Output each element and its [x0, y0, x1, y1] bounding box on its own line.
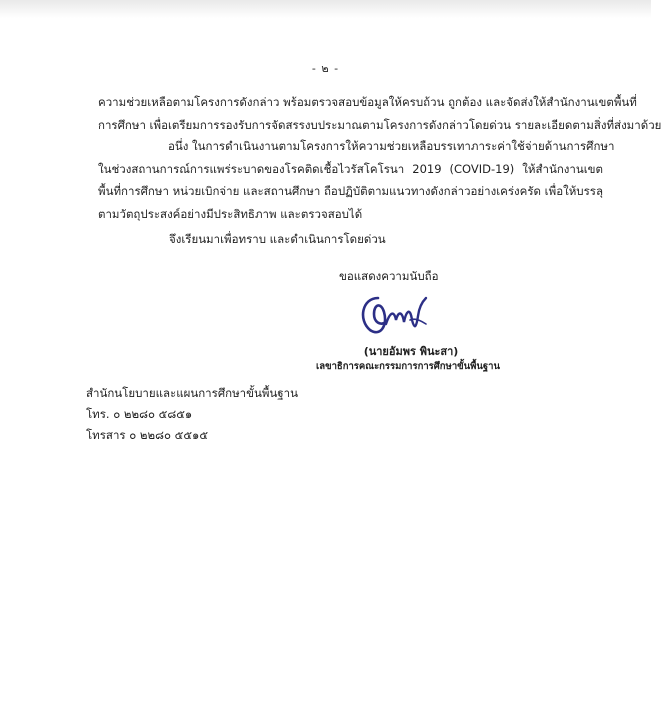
- phone-number: โทร. ๐ ๒๒๘๐ ๕๘๕๑: [86, 407, 193, 421]
- signer-name: (นายอัมพร พินะสา): [363, 345, 459, 358]
- handwritten-signature: [356, 290, 430, 338]
- paragraph-2-line: ตามวัตถุประสงค์อย่างมีประสิทธิภาพ และตรวจสอบได้: [98, 206, 363, 221]
- paragraph-2-line: อนึ่ง ในการดำเนินงานตามโครงการให้ความช่วยเหลือบรรเทาภาระค่าใช้จ่ายด้านการศึกษา: [168, 139, 615, 153]
- scan-shadow: [0, 0, 651, 18]
- paragraph-1-line: ความช่วยเหลือตามโครงการดังกล่าว พร้อมตรวจสอบข้อมูลให้ครบถ้วน ถูกต้อง และจัดส่งให้สำนักงานเขตพื้นที่: [98, 95, 637, 109]
- closing-salutation: ขอแสดงความนับถือ: [339, 269, 439, 283]
- paragraph-2-line: ในช่วงสถานการณ์การแพร่ระบาดของโรคติดเชื้อไวรัสโคโรนา 2019 (COVID-19) ให้สำนักงานเขต: [98, 161, 603, 176]
- fax-number: โทรสาร ๐ ๒๒๘๐ ๕๕๑๕: [86, 428, 209, 442]
- signer-title: เลขาธิการคณะกรรมการการศึกษาขั้นพื้นฐาน: [316, 361, 500, 372]
- office-name: สำนักนโยบายและแผนการศึกษาขั้นพื้นฐาน: [86, 386, 298, 400]
- paragraph-2: [98, 135, 615, 225]
- paragraph-2-line: พื้นที่การศึกษา หน่วยเบิกจ่าย และสถานศึกษา ถือปฏิบัติตามแนวทางดังกล่าวอย่างเคร่งครัด เพื่อให้บรรลุ: [98, 184, 603, 198]
- paragraph-1-line: การศึกษา เพื่อเตรียมการรองรับการจัดสรรงบประมาณตามโครงการดังกล่าวโดยด่วน รายละเอียดตามสิ่งที่ส่งมาด้วย: [98, 117, 661, 132]
- notify-line: จึงเรียนมาเพื่อทราบ และดำเนินการโดยด่วน: [169, 232, 386, 246]
- page-number: - ๒ -: [311, 62, 340, 75]
- contact-footer: [86, 383, 298, 446]
- paragraph-1: [98, 91, 661, 136]
